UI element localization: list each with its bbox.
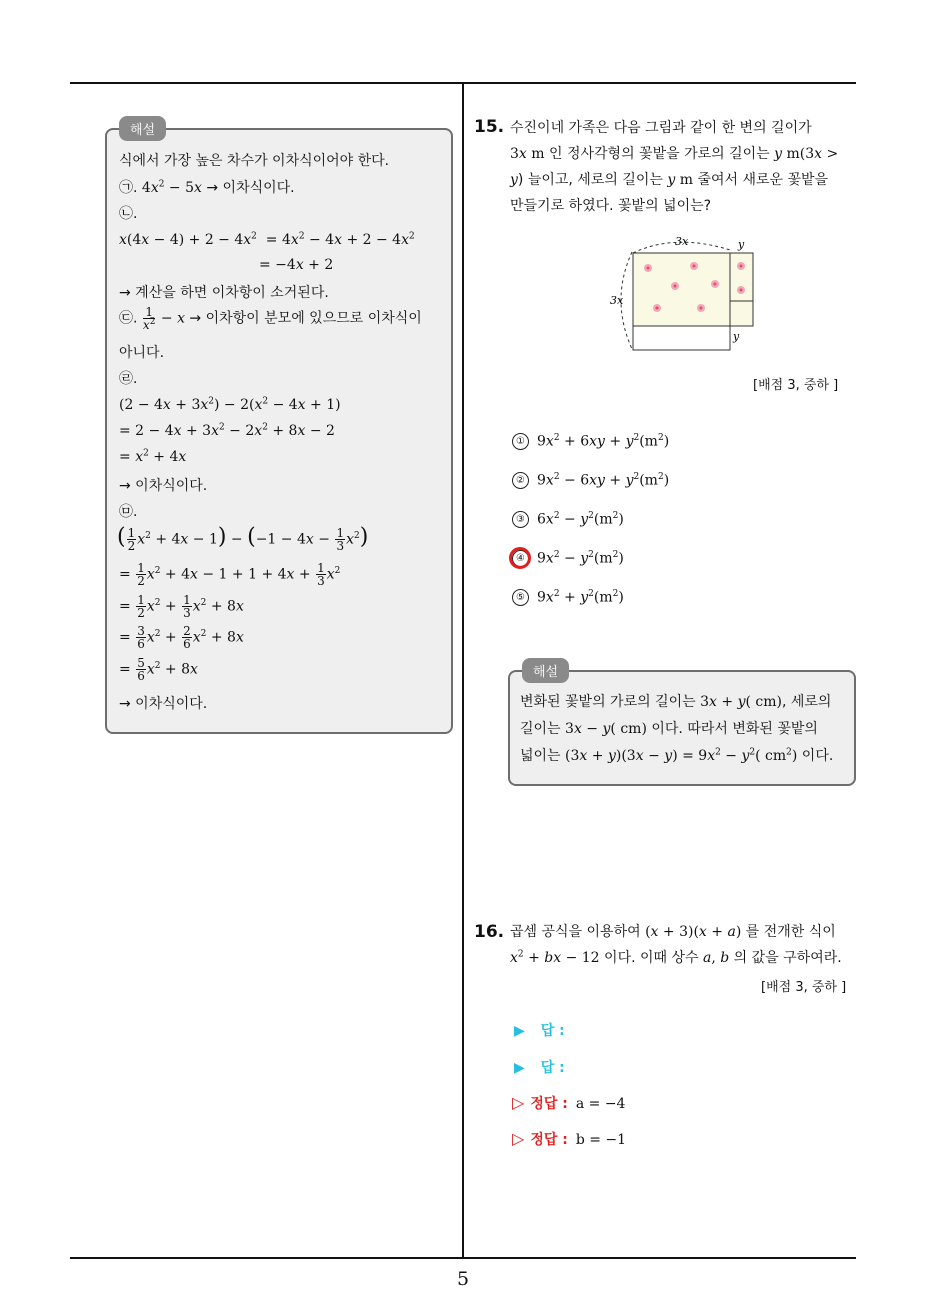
expl-math: = $\frac{5}{6}$ $x^2 + 8x$: [119, 656, 198, 683]
flower-icon: [690, 262, 698, 270]
fig-label-top: 3x: [675, 235, 689, 248]
expl-line: → 계산을 하면 이차항이 소거된다.: [119, 285, 329, 301]
expl-line-c: ㉢. $\frac{1}{x^2}$ − x → 이차항이 분모에 있으므로 이차식이: [119, 305, 422, 332]
q15-option-1[interactable]: ① $9x^2 + 6xy + y^2(m^2)$: [512, 433, 669, 450]
expl-math: = $\frac{1}{2}$ $x^2 + 4x - 1 + 1 + 4x$ + $\frac{1}{3}$ $x^2$: [119, 561, 341, 588]
page-number: 5: [456, 1268, 470, 1290]
q15-line: 줄여서 새로운 꽃밭을: [693, 172, 829, 188]
flower-icon: [737, 262, 745, 270]
expl-line: → 이차식이다.: [119, 478, 208, 494]
expl-math: = $x^2 + 4x$: [119, 448, 187, 465]
flower-icon: [697, 304, 705, 312]
expl-tail: → 이차식이다.: [201, 180, 295, 196]
play-icon: ▶: [514, 1023, 525, 1039]
q16-number: 16.: [474, 922, 505, 942]
expl-math: = −4x + 2: [259, 257, 334, 273]
q15-score: [배점 3, 중하 ]: [753, 378, 839, 393]
q15-expl-line: 변화된 꽃밭의 가로의 길이는 3x + y( cm), 세로의: [520, 694, 832, 710]
flower-icon: [644, 264, 652, 272]
expl-math: = $\frac{1}{2}$ $x^2$ + $\frac{1}{3}$ $x^2 + 8x$: [119, 593, 244, 620]
expl-math: ( $\frac{1}{2}$ $x^2 + 4x - 1) - (-1 - 4x$ − $\frac{1}{3}$ $x^2$): [117, 524, 369, 553]
q15-number: 15.: [474, 117, 505, 137]
answer-line-2[interactable]: ▶ 답 :: [514, 1060, 565, 1076]
fraction: $\frac{1}{x^2}$: [142, 305, 156, 332]
answer-line-1[interactable]: ▶ 답 :: [514, 1023, 565, 1039]
expl-line: ㉤.: [119, 504, 138, 520]
expl-math: $x(4x - 4) + 2 - 4x^2 = 4x^2 - 4x + 2 - 4x^2$: [119, 231, 415, 248]
correct-answer-1: ▷ 정답 : a = −4: [512, 1093, 626, 1112]
q16-score: [배점 3, 중하 ]: [761, 980, 847, 995]
expl-math: = $\frac{3}{6}$ $x^2$ + $\frac{2}{6}$ $x^2 + 8x$: [119, 624, 244, 651]
expl-line: ㉣.: [119, 371, 138, 387]
q15-expl-line: 길이는 3x − y( cm) 이다. 따라서 변화된 꽃밭의: [520, 721, 818, 737]
expl-line-b: ㉡.: [119, 206, 138, 222]
q15-line: 인 정사각형의 꽃밭을 가로의 길이는: [544, 146, 775, 162]
expl-label: ㉢.: [119, 310, 142, 327]
flower-icon: [737, 286, 745, 294]
flower-icon: [671, 282, 679, 290]
q15-expl-line: 넓이는 $(3x + y)(3x - y) = 9x^2 - y^2$( $cm^2$) 이다.: [520, 747, 834, 764]
explanation-tag: 해설: [522, 658, 569, 683]
q15-line: ) 늘이고, 세로의 길이는: [517, 172, 668, 188]
expl-line: → 이차식이다.: [119, 696, 208, 712]
q15-option-3[interactable]: ③ $6x^2 - y^2(m^2)$: [512, 511, 624, 528]
expl-label: ㉠.: [119, 180, 142, 196]
triangle-outline-icon: ▷: [512, 1093, 525, 1112]
q15-option-2[interactable]: ② $9x^2 - 6xy + y^2(m^2)$: [512, 472, 669, 489]
q15-line: 만들기로 하였다. 꽃밭의 넓이는?: [510, 198, 712, 214]
left-explanation-box: [105, 123, 453, 734]
play-icon: ▶: [514, 1060, 525, 1076]
expl-line: 식에서 가장 높은 차수가 이차식이어야 한다.: [119, 153, 390, 169]
flower-icon: [653, 304, 661, 312]
selected-answer-mark: [509, 547, 531, 569]
q16-text: 곱셈 공식을 이용하여 (x + 3)(x + a) 를 전개한 식이 $x^2$ + bx − 12 이다. 이때 상수 a, b 의 값을 구하여라.: [510, 924, 842, 966]
q15-text: 수진이네 가족은 다음 그림과 같이 한 변의 길이가 3x m 인 정사각형의 꽃밭을 가로의 길이는 y m(3x > y) 늘이고, 세로의 길이는 y m 줄여서 새로운 꽃밭을 만들기로 하였다. 꽃밭의 넓이는?: [510, 120, 839, 214]
expl-line: 아니다.: [119, 345, 165, 361]
column-divider: [462, 84, 464, 1258]
expl-math: = $2 - 4x + 3x^2 - 2x^2 + 8x - 2$: [119, 422, 335, 439]
q15-line: 수진이네 가족은 다음 그림과 같이 한 변의 길이가: [510, 120, 812, 136]
correct-answer-2: ▷ 정답 : b = −1: [512, 1129, 627, 1148]
garden-figure: [605, 228, 765, 358]
expl-math: $(2 - 4x + 3x^2) - 2(x^2 - 4x + 1)$: [119, 396, 341, 413]
triangle-outline-icon: ▷: [512, 1129, 525, 1148]
fig-label-top-right: y: [738, 238, 745, 251]
flower-icon: [711, 280, 719, 288]
bottom-rule: [70, 1257, 856, 1259]
fig-label-bottom-right: y: [733, 330, 740, 343]
explanation-tag: 해설: [119, 116, 166, 141]
fig-label-left: 3x: [610, 294, 624, 307]
q15-option-5[interactable]: ⑤ $9x^2 + y^2(m^2)$: [512, 589, 624, 606]
q15-explanation-box: [508, 665, 856, 786]
expl-line-a: ㉠. $4x^2 - 5x$ → 이차식이다.: [119, 179, 295, 196]
expl-tail: → 이차항이 분모에 있으므로 이차식이: [184, 310, 422, 327]
q15-option-4[interactable]: ④ $9x^2 - y^2(m^2)$: [512, 550, 624, 567]
